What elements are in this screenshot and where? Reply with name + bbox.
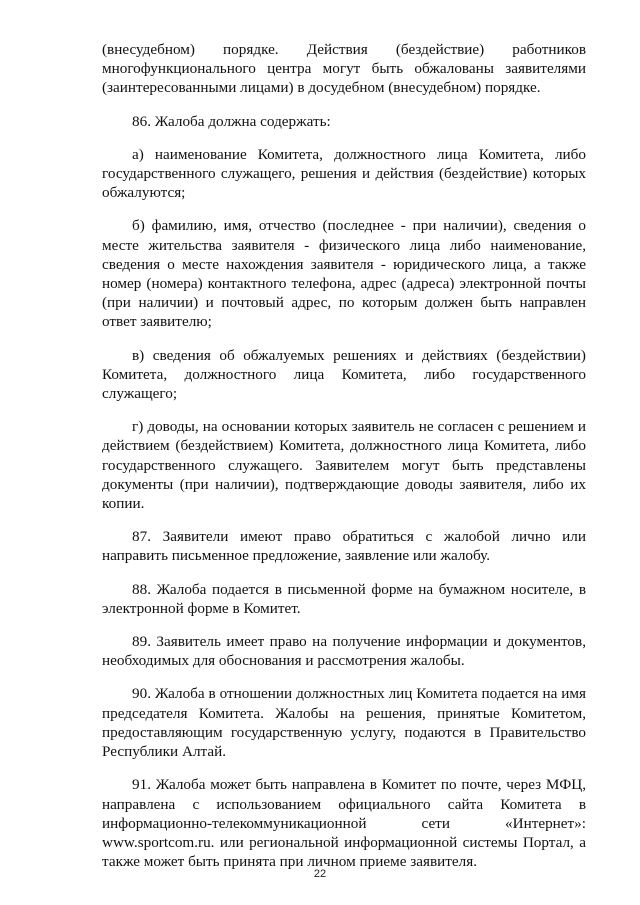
paragraph-continuation: (внесудебном) порядке. Действия (бездействие) работников многофункционального центра могут быть обжалованы заявителями (заинтересованными лицами) в досудебном (внесудебном) порядке. — [102, 41, 586, 97]
paragraph-87: 87. Заявители имеют право обратиться с жалобой лично или направить письменное предложение, заявление или жалобу. — [102, 528, 586, 565]
paragraph-86: 86. Жалоба должна содержать: — [132, 112, 331, 130]
paragraph-86-b: б) фамилию, имя, отчество (последнее - при наличии), сведения о месте жительства заявителя - физического лица либо наименование, сведения о месте нахождения заявителя - юридического лица, а также номер (номера) контактного телефона, адрес (адреса) электронной почты (при наличии) и почтовый адрес, по которым должен быть направлен ответ заявителю; — [102, 217, 586, 331]
paragraph-86-g: г) доводы, на основании которых заявитель не согласен с решением и действием (бездействием) Комитета, должностного лица Комитета, либо государственного служащего. Заявителем могут быть представлены документы (при наличии), подтверждающие доводы заявителя, либо их копии. — [102, 418, 586, 513]
paragraph-91: 91. Жалоба может быть направлена в Комитет по почте, через МФЦ, направлена с использованием официального сайта Комитета в информационно-телекоммуникационной сети «Интернет»: www.sportcom.ru. или региональной информационной системы Портал, а также может быть принята при личном приеме заявителя. — [102, 776, 586, 871]
paragraph-88: 88. Жалоба подается в письменной форме на бумажном носителе, в электронной форме в Комитет. — [102, 580, 586, 617]
document-page — [102, 40, 586, 885]
page-number: 22 — [313, 868, 327, 880]
paragraph-90: 90. Жалоба в отношении должностных лиц Комитета подается на имя председателя Комитета. Жалобы на решения, принятые Комитетом, предоставляющим государственную услугу, подаются в Правительство Республики Алтай. — [102, 685, 586, 761]
paragraph-86-v: в) сведения об обжалуемых решениях и действиях (бездействии) Комитета, должностного лица Комитета, либо государственного служащего; — [102, 346, 586, 403]
paragraph-89: 89. Заявитель имеет право на получение информации и документов, необходимых для обоснования и рассмотрения жалобы. — [102, 633, 586, 670]
paragraph-86-a: а) наименование Комитета, должностного лица Комитета, либо государственного служащего, решения и действия (бездействие) которых обжалуются; — [102, 145, 586, 202]
